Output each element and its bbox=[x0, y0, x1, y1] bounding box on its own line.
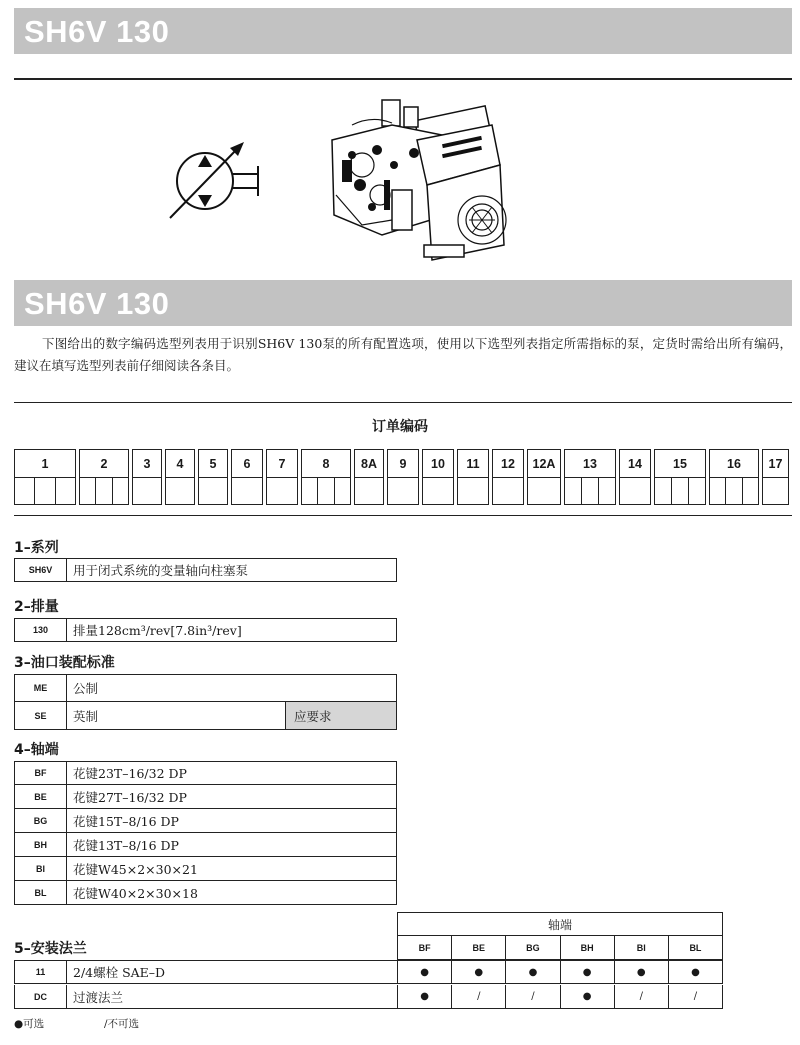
order-code-cell bbox=[762, 478, 789, 505]
order-code-cell bbox=[165, 478, 195, 505]
option-code: BG bbox=[15, 809, 67, 832]
order-code-field-label: 2 bbox=[79, 449, 129, 478]
option-code: BH bbox=[15, 833, 67, 856]
header-title-bar bbox=[14, 8, 792, 54]
shaft-col-bh: BH bbox=[560, 936, 614, 959]
order-code-field bbox=[422, 449, 454, 505]
availability-mark: ● bbox=[505, 961, 559, 983]
order-code-cell bbox=[96, 478, 112, 505]
option-description: 花键13T–8/16 DP bbox=[73, 837, 179, 853]
order-code-cell bbox=[335, 478, 351, 505]
option-code: 11 bbox=[15, 961, 67, 983]
availability-mark: ● bbox=[397, 985, 451, 1008]
option-description: 公制 bbox=[73, 681, 99, 696]
option-row bbox=[14, 618, 397, 642]
order-code-cell bbox=[132, 478, 162, 505]
shaft-end-columns bbox=[397, 936, 723, 960]
order-code-field bbox=[165, 449, 195, 505]
availability-mark: ● bbox=[668, 961, 722, 983]
mount-row bbox=[14, 960, 723, 984]
order-code-field-label: 13 bbox=[564, 449, 616, 478]
order-code-cell bbox=[599, 478, 616, 505]
order-code-field-label: 4 bbox=[165, 449, 195, 478]
section-title-bar bbox=[14, 280, 792, 326]
order-code-field-label: 16 bbox=[709, 449, 759, 478]
section-2-table bbox=[14, 618, 397, 642]
option-description: 英制 bbox=[73, 708, 99, 724]
option-code: BF bbox=[15, 762, 67, 784]
option-code: DC bbox=[15, 985, 67, 1008]
order-code-field-label: 6 bbox=[231, 449, 263, 478]
order-code-title: 订单编码 bbox=[372, 419, 428, 435]
section-3-title: 3–油口装配标准 bbox=[14, 655, 115, 671]
order-code-field-label: 17 bbox=[762, 449, 789, 478]
section-3-table bbox=[14, 674, 397, 730]
availability-mark: / bbox=[451, 985, 505, 1008]
order-code-field-label: 8 bbox=[301, 449, 351, 478]
order-code-field bbox=[762, 449, 789, 505]
order-code-field-label: 12 bbox=[492, 449, 524, 478]
option-row bbox=[14, 785, 397, 809]
order-code-field-label: 7 bbox=[266, 449, 298, 478]
option-code: BL bbox=[15, 881, 67, 904]
availability-mark: ● bbox=[614, 961, 668, 983]
order-code-cell bbox=[564, 478, 582, 505]
option-row bbox=[14, 857, 397, 881]
order-code-field-label: 10 bbox=[422, 449, 454, 478]
pump-illustration bbox=[322, 95, 522, 270]
header-title: SH6V 130 bbox=[24, 14, 170, 49]
section-title: SH6V 130 bbox=[24, 286, 170, 321]
legend-available: ●可选 bbox=[14, 1018, 45, 1030]
option-description: 花键15T–8/16 DP bbox=[73, 813, 179, 829]
availability-mark: ● bbox=[451, 961, 505, 983]
order-code-field bbox=[231, 449, 263, 505]
order-code-cell bbox=[387, 478, 419, 505]
order-code-cell bbox=[231, 478, 263, 505]
pump-symbol-icon bbox=[160, 136, 270, 226]
order-code-field bbox=[266, 449, 298, 505]
order-code-field-label: 11 bbox=[457, 449, 489, 478]
shaft-col-be: BE bbox=[451, 936, 505, 959]
order-code-field bbox=[132, 449, 162, 505]
order-code-field bbox=[654, 449, 706, 505]
option-row bbox=[14, 558, 397, 582]
order-code-field bbox=[492, 449, 524, 505]
order-code-cell bbox=[14, 478, 35, 505]
option-row bbox=[14, 881, 397, 905]
order-code-field bbox=[198, 449, 228, 505]
order-code-field bbox=[457, 449, 489, 505]
section-5-title: 5–安装法兰 bbox=[14, 941, 87, 957]
intro-paragraph: 下图给出的数字编码选型列表用于识别SH6V 130泵的所有配置选项，使用以下选型列表指定所需指标的泵，定货时需给出所有编码，建议在填写选型列表前仔细阅读各条目。 bbox=[14, 336, 792, 373]
legend-unavailable: /不可选 bbox=[104, 1018, 140, 1030]
option-description: 花键W45×2×30×21 bbox=[73, 861, 198, 877]
availability-mark: ● bbox=[560, 985, 614, 1008]
section-4-title: 4–轴端 bbox=[14, 742, 59, 758]
order-code-field-label: 12A bbox=[527, 449, 561, 478]
order-code-cell bbox=[709, 478, 726, 505]
order-code-cell bbox=[79, 478, 96, 505]
availability-mark: / bbox=[668, 985, 722, 1008]
order-code-field bbox=[564, 449, 616, 505]
order-code-field-label: 1 bbox=[14, 449, 76, 478]
order-code-cell bbox=[318, 478, 334, 505]
shaft-col-bl: BL bbox=[668, 936, 722, 959]
order-code-field bbox=[14, 449, 76, 505]
option-description: 过渡法兰 bbox=[73, 989, 124, 1005]
option-code: BE bbox=[15, 785, 67, 808]
order-code-cell bbox=[113, 478, 129, 505]
option-description: 2/4螺栓 SAE–D bbox=[73, 965, 166, 980]
availability-mark: ● bbox=[560, 961, 614, 983]
order-code-cell bbox=[301, 478, 318, 505]
section-4-table bbox=[14, 761, 397, 905]
order-code-field bbox=[709, 449, 759, 505]
order-code-field bbox=[619, 449, 651, 505]
order-code-cell bbox=[35, 478, 55, 505]
option-code: BI bbox=[15, 857, 67, 880]
order-code-field bbox=[527, 449, 561, 505]
order-code-cell bbox=[582, 478, 599, 505]
option-row bbox=[14, 809, 397, 833]
shaft-col-bg: BG bbox=[505, 936, 559, 959]
shaft-col-bf: BF bbox=[418, 942, 431, 953]
option-row bbox=[14, 674, 397, 702]
order-code-cell bbox=[266, 478, 298, 505]
order-code-cell bbox=[654, 478, 672, 505]
order-code-cell bbox=[527, 478, 561, 505]
order-code-cell bbox=[619, 478, 651, 505]
order-code-cell bbox=[198, 478, 228, 505]
option-code: SH6V bbox=[15, 559, 67, 581]
order-code-cell bbox=[354, 478, 384, 505]
option-row bbox=[14, 833, 397, 857]
option-description: 用于闭式系统的变量轴向柱塞泵 bbox=[73, 563, 249, 578]
order-code-field-label: 5 bbox=[198, 449, 228, 478]
order-code-rule bbox=[14, 402, 792, 403]
order-code-field-label: 8A bbox=[354, 449, 384, 478]
order-code-field-label: 9 bbox=[387, 449, 419, 478]
availability-mark: ● bbox=[397, 961, 451, 983]
shaft-col-bi: BI bbox=[614, 936, 668, 959]
order-code-cell bbox=[672, 478, 689, 505]
header-rule bbox=[14, 78, 792, 80]
availability-mark: / bbox=[505, 985, 559, 1008]
option-description: 花键27T–16/32 DP bbox=[73, 789, 187, 805]
shaft-end-header: 轴端 bbox=[397, 912, 723, 936]
order-code-bottom-rule bbox=[14, 515, 792, 516]
order-code-field bbox=[354, 449, 384, 505]
order-code-cell bbox=[726, 478, 742, 505]
option-code: ME bbox=[15, 675, 67, 701]
option-description: 花键W40×2×30×18 bbox=[73, 885, 198, 901]
option-description: 花键23T–16/32 DP bbox=[73, 766, 187, 781]
section-2-title: 2–排量 bbox=[14, 599, 59, 615]
order-code-field-label: 3 bbox=[132, 449, 162, 478]
order-code-field bbox=[301, 449, 351, 505]
availability-mark: / bbox=[614, 985, 668, 1008]
order-code-cell bbox=[689, 478, 706, 505]
mount-row bbox=[14, 985, 723, 1009]
order-code-cell bbox=[743, 478, 759, 505]
order-code-cell bbox=[492, 478, 524, 505]
order-code-cell bbox=[56, 478, 76, 505]
order-code-field bbox=[387, 449, 419, 505]
order-code-cell bbox=[457, 478, 489, 505]
order-code-field-label: 14 bbox=[619, 449, 651, 478]
option-note: 应要求 bbox=[285, 702, 396, 729]
option-code: 130 bbox=[15, 619, 67, 641]
option-description: 排量128cm³/rev[7.8in³/rev] bbox=[73, 623, 242, 638]
option-row bbox=[14, 761, 397, 785]
section-1-table bbox=[14, 558, 397, 582]
order-code-cell bbox=[422, 478, 454, 505]
order-code-field-label: 15 bbox=[654, 449, 706, 478]
order-code-field bbox=[79, 449, 129, 505]
option-code: SE bbox=[15, 702, 67, 729]
section-1-title: 1–系列 bbox=[14, 540, 59, 556]
option-row bbox=[14, 702, 397, 730]
